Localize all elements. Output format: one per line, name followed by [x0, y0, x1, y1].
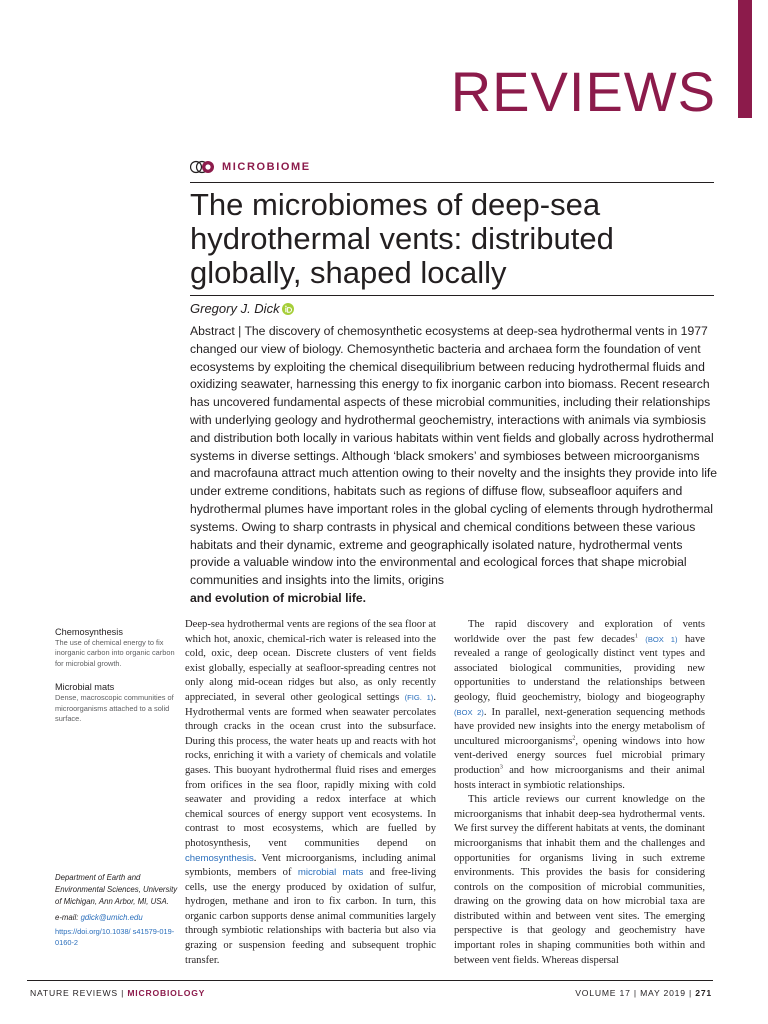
body-text: Deep-sea hydrothermal vents are regions of the sea floor at which hot, anoxic, chemical-rich water is released into the cold, oxic, deep ocean. Discrete clusters of vent fields exist globally, especially at seafloor-spreading centres not only along mid-ocean ridges but also, as only recently appreciated, in several other geological settings: [185, 619, 436, 703]
body-column-left: [185, 618, 436, 968]
footer-journal-name: NATURE REVIEWS: [30, 988, 118, 998]
body-paragraph: This article reviews our current knowledge on the microorganisms that inhabit deep-sea hydrothermal vents. We first survey the different habitats at vents, the dominant microorganisms that inhabit them and the challenges and opportunities for organisms living in such extreme environments. This provides the basis for considering controls on the composition of microbial communities, drawing on the growing data on how microbial taxa are distributed within and between vent sites. The emerging perspective is that geology and geochemistry have important roles in shaping communities both within and between vent fields. Whereas dispersal: [454, 794, 705, 966]
glossary-link-microbial-mats[interactable]: microbial mats: [297, 867, 364, 879]
doi-link[interactable]: https://doi.org/10.1038/ s41579-019-0160-2: [55, 927, 175, 947]
figure-reference-link[interactable]: (FIG. 1): [404, 692, 434, 702]
body-text: and free-living cells, use the energy produced by oxidation of sulfur, hydrogen, methane and iron to fix carbon. In turn, this organic carbon supports dense animal communities largely through symbiotic relationships with bacteria but also via grazing or suspension feeding and subsequent trophic transfer.: [185, 867, 436, 966]
section-color-tab: [738, 0, 752, 118]
section-tag-label: MICROBIOME: [222, 161, 311, 173]
citation-superscript[interactable]: 2: [572, 735, 576, 742]
abstract: [190, 323, 718, 608]
footer-journal: [30, 988, 205, 998]
glossary-term: Chemosynthesis: [55, 627, 123, 637]
author-affiliation: [55, 872, 180, 948]
section-tag: [190, 157, 311, 177]
body-paragraph: [185, 618, 436, 968]
abstract-text-last: and evolution of microbial life.: [190, 590, 367, 605]
glossary-definition: The use of chemical energy to fix inorganic carbon into organic carbon for microbial growth.: [55, 638, 175, 668]
footer-issue: [575, 988, 712, 998]
article-title: The microbiomes of deep-sea hydrothermal vents: distributed globally, shaped locally: [190, 187, 614, 290]
glossary-term: Microbial mats: [55, 682, 115, 693]
footer-divider: |: [630, 988, 641, 998]
glossary-link-chemosynthesis[interactable]: chemosynthesis: [185, 852, 254, 864]
affiliation-department: Department of Earth and Environmental Sciences, University of Michigan, Ann Arbor, MI, USA.: [55, 873, 178, 906]
email-link[interactable]: gdick@umich.edu: [80, 913, 143, 922]
microbiome-logo-icon: [190, 158, 218, 176]
body-text: . In parallel, next-generation sequencing methods have provided new insights into the energy metabolism of uncultured microorganisms: [454, 706, 706, 747]
body-text: . Vent microorganisms, including animal symbionts, members of: [185, 852, 436, 879]
email-label: e-mail:: [55, 913, 81, 922]
body-text: . Hydrothermal vents are formed when seawater percolates through cracks in the ocean crust into the subsurface. During this process, the water heats up and reacts with hot rocks, enriching it with a variety of chemicals and volatile gases. This buoyant hydrothermal fluid rises and emerges from orifices in the sea floor, rapidly mixing with cold seawater and providing a redox interface at which chemical sources of energy support vent ecosystems. In contrast to most ecosystems, which are fuelled by photosynthesis, vent communities depend on: [185, 691, 436, 849]
author-top-rule: [190, 295, 714, 296]
page-number: 271: [695, 988, 712, 998]
body-paragraph: [454, 618, 705, 793]
citation-superscript[interactable]: 1: [634, 633, 638, 640]
body-column-right: [454, 618, 705, 968]
section-header: REVIEWS: [450, 60, 716, 123]
abstract-label: Abstract: [190, 324, 235, 338]
author-name: Gregory J. Dick: [190, 301, 280, 316]
abstract-separator: |: [234, 324, 245, 338]
orcid-icon[interactable]: [282, 303, 294, 315]
body-text: The rapid discovery and exploration of vents worldwide over the past few decades: [454, 619, 705, 645]
footer-rule: [27, 980, 713, 981]
author-line: [190, 301, 294, 316]
body-text: and how microorganisms and their animal hosts interact in symbiotic relationships.: [454, 764, 705, 791]
glossary-definition: Dense, macroscopic communities of microorganisms attached to a solid surface.: [55, 693, 174, 724]
abstract-text: The discovery of chemosynthetic ecosystems at deep-sea hydrothermal vents in 1977 changed our view of biology. Chemosynthetic bacteria and archaea form the foundation of vent ecosystems by exploiting the chemical disequilibrium between reducing hydrothermal fluids and oxidizing seawater, harnessing this energy to fix inorganic carbon into biomass. Recent research has uncovered fundamental aspects of these microbial communities, including their relationships with underlying geology and hydrothermal geochemistry, interactions with animals via symbiosis and distribution both locally in various habitats within vent fields and globally across hydrothermal systems in diverse settings. Although ‘black smokers’ and symbioses between microorganisms and macrofauna attract much attention owing to their novelty and the insights they provide into life under extreme conditions, habitats such as regions of diffuse flow, subseafloor aquifers and hydrothermal plumes have important roles in the global cycling of elements through hydrothermal systems. Owing to sharp contrasts in physical and chemical conditions between these various habitats and their dynamic, extreme and geographically isolated nature, hydrothermal vents provide a valuable window into the environmental and ecological forces that shape microbial communities and insights into the limits, origins: [190, 324, 718, 588]
email-line: [55, 912, 180, 924]
box-reference-link[interactable]: (BOX 2): [454, 707, 484, 717]
title-top-rule: [190, 182, 714, 183]
body-text: have revealed a range of geologically distinct vent types and associated biological communities, providing new opportunities to understand the relationships between geology, fluid geochemistry, biology and biogeography: [454, 633, 705, 703]
footer-volume: VOLUME 17: [575, 988, 631, 998]
footer-subject: MICROBIOLOGY: [127, 988, 206, 998]
glossary-sidebar: [55, 626, 175, 736]
citation-superscript[interactable]: 3: [499, 764, 503, 771]
footer-divider: |: [117, 988, 128, 998]
body-text: , opening windows into how vent-derived energy sources fuel microbial primary production: [454, 735, 705, 776]
footer-date: MAY 2019: [640, 988, 686, 998]
box-reference-link[interactable]: (BOX 1): [645, 634, 678, 644]
footer-divider: |: [685, 988, 696, 998]
